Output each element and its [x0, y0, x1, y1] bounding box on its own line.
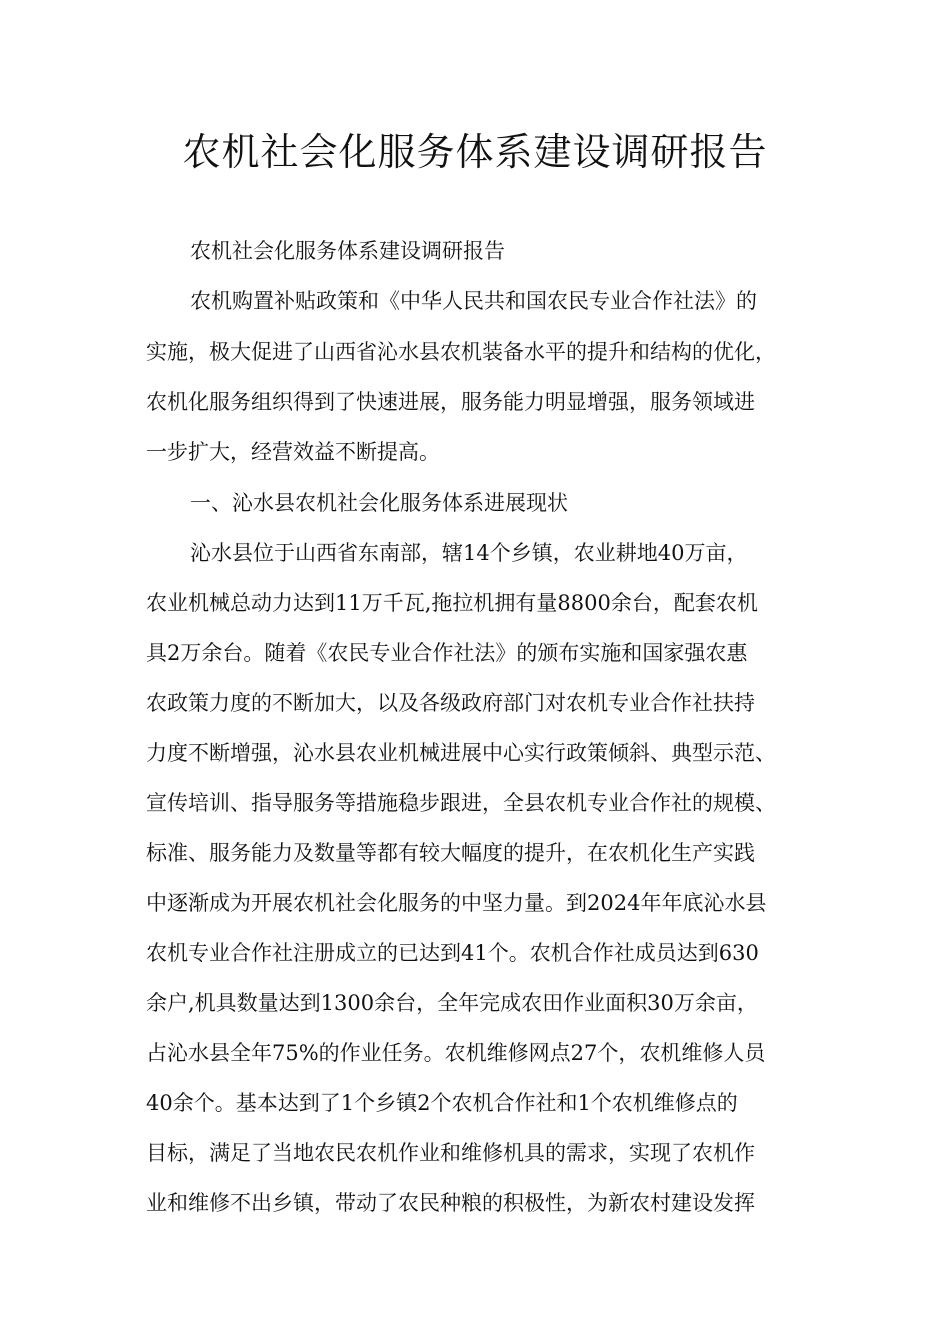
paragraph-line: 农机专业合作社注册成立的已达到41个。农机合作社成员达到630 — [146, 941, 759, 965]
paragraph-line: 40余个。基本达到了1个乡镇2个农机合作社和1个农机维修点的 — [146, 1091, 738, 1115]
paragraph-line: 力度不断增强，沁水县农业机械进展中心实行政策倾斜、典型示范、 — [146, 741, 776, 765]
subtitle-line: 农机社会化服务体系建设调研报告 — [190, 239, 505, 263]
paragraph-line: 农机化服务组织得到了快速进展，服务能力明显增强，服务领域进 — [146, 390, 755, 414]
paragraph-line: 中逐渐成为开展农机社会化服务的中坚力量。到2024年年底沁水县 — [146, 891, 767, 915]
paragraph-line: 目标，满足了当地农民农机作业和维修机具的需求，实现了农机作 — [146, 1141, 755, 1165]
paragraph-line: 具2万余台。随着《农民专业合作社法》的颁布实施和国家强农惠 — [146, 641, 748, 665]
paragraph-line: 标准、服务能力及数量等都有较大幅度的提升，在农机化生产实践 — [146, 841, 755, 865]
paragraph-line: 业和维修不出乡镇，带动了农民种粮的积极性，为新农村建设发挥 — [146, 1191, 755, 1215]
paragraph-line: 农机购置补贴政策和《中华人民共和国农民专业合作社法》的 — [190, 289, 757, 313]
paragraph-line: 沁水县位于山西省东南部，辖14个乡镇，农业耕地40万亩， — [190, 541, 748, 565]
paragraph-line: 宣传培训、指导服务等措施稳步跟进，全县农机专业合作社的规模、 — [146, 791, 776, 815]
paragraph-line: 农业机械总动力达到11万千瓦,拖拉机拥有量8800余台，配套农机 — [146, 591, 758, 615]
paragraph-line: 实施，极大促进了山西省沁水县农机装备水平的提升和结构的优化， — [146, 340, 776, 364]
paragraph-line: 农政策力度的不断加大，以及各级政府部门对农机专业合作社扶持 — [146, 691, 755, 715]
paragraph-line: 余户,机具数量达到1300余台，全年完成农田作业面积30万余亩， — [146, 991, 758, 1015]
paragraph-line: 一步扩大，经营效益不断提高。 — [146, 440, 440, 464]
section-heading: 一、沁水县农机社会化服务体系进展现状 — [190, 491, 568, 515]
paragraph-line: 占沁水县全年75%的作业任务。农机维修网点27个，农机维修人员 — [146, 1041, 766, 1065]
document-title: 农机社会化服务体系建设调研报告 — [182, 130, 768, 174]
